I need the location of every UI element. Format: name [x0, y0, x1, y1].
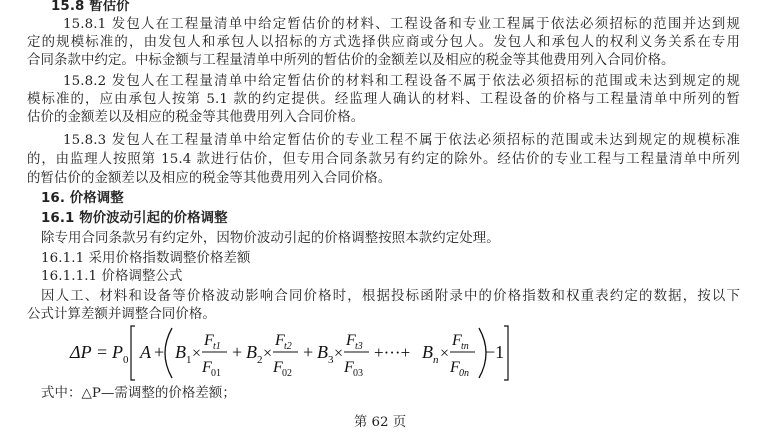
- formula-a: A: [140, 342, 151, 362]
- section-16-1-1: 16.1.1 采用价格指数调整价格差额: [41, 251, 251, 266]
- paragraph-16-1: 除专用合同条款另有约定外，因物价波动引起的价格调整按照本款约定处理。: [41, 231, 500, 246]
- section-16-1-1-1: 16.1.1.1 价格调整公式: [41, 269, 183, 284]
- formula-bn-sub: n: [433, 354, 439, 366]
- formula-ft2-sub: t2: [284, 341, 292, 352]
- formula-b1: B: [175, 342, 186, 362]
- paragraph-15-8-3-line-3: 的暂估价的金额差以及相应的税金等其他费用列入合同价格。: [27, 171, 392, 186]
- formula-p: P: [112, 342, 123, 362]
- section-16-heading: 16. 价格调整: [41, 191, 124, 206]
- formula-plus-1: +: [232, 342, 243, 362]
- formula-plus-2: +: [303, 342, 314, 362]
- formula-times-n: ×: [440, 345, 450, 362]
- formula-lhs: ΔP: [70, 342, 92, 362]
- formula-b2: B: [246, 342, 257, 362]
- formula-f01-sub: 01: [211, 368, 221, 379]
- formula-f03: F: [344, 359, 354, 376]
- formula-ft2: F: [275, 332, 285, 349]
- paragraph-15-8-1-line-3: 合同条款中约定。中标金额与工程量清单中所列的暂估价的金额差以及相应的税金等其他费用列入合同价格。: [27, 53, 675, 68]
- formula-b3: B: [317, 342, 328, 362]
- formula-f0n-sub: 0n: [459, 368, 469, 379]
- section-16-1-heading: 16.1 物价波动引起的价格调整: [41, 211, 228, 226]
- formula-bn: B: [422, 342, 433, 362]
- paragraph-15-8-3-line-2: 的，由监理人按照第 15.4 款进行估价，但专用合同条款另有约定的除外。经估价的专业工程与工程量清单中所列: [27, 152, 740, 167]
- paragraph-formula-intro-line-2: 公式计算差额并调整合同价格。: [27, 307, 216, 322]
- paragraph-formula-intro-line-1: 因人工、材料和设备等价格波动影响合同价格时，根据投标函附录中的价格指数和权重表约定的数据，按以下: [41, 289, 740, 304]
- formula-p-sub: 0: [123, 354, 129, 366]
- formula-ellipsis: +···+: [374, 343, 411, 362]
- formula-ft1-sub: t1: [213, 341, 221, 352]
- formula-ft3: F: [346, 332, 356, 349]
- left-bracket: [131, 326, 135, 380]
- formula-f01: F: [202, 359, 212, 376]
- section-15-8-heading: 15.8 暂估价: [51, 0, 130, 14]
- formula-b2-sub: 2: [257, 354, 263, 366]
- paragraph-15-8-1-line-2: 定的规模标准的，由发包人和承包人以招标的方式选择供应商或分包人。发包人和承包人的权利义务关系在专用: [27, 35, 740, 50]
- paragraph-15-8-1-line-1: 15.8.1 发包人在工程量清单中给定暂估价的材料、工程设备和专业工程属于依法必须招标的范围并达到规: [63, 17, 740, 32]
- formula-ft1: F: [204, 332, 214, 349]
- page-number: 第 62 页: [353, 415, 407, 430]
- formula-ft3-sub: t3: [355, 341, 363, 352]
- formula-f02: F: [273, 359, 283, 376]
- formula-ftn-sub: tn: [461, 341, 469, 352]
- formula-plus-a: +: [154, 342, 165, 362]
- right-bracket: [504, 326, 508, 380]
- formula-times-3: ×: [334, 345, 344, 362]
- formula-f03-sub: 03: [353, 368, 363, 379]
- paragraph-15-8-2-line-2: 模标准的，应由承包人按第 5.1 款的约定提供。经监理人确认的材料、工程设备的价格与工程量清单中所列的暂: [27, 92, 740, 107]
- formula-minus-one: −1: [485, 342, 505, 362]
- paragraph-15-8-2-line-3: 估价的金额差以及相应的税金等其他费用列入合同价格。: [27, 110, 365, 125]
- formula-times-2: ×: [263, 345, 273, 362]
- paragraph-15-8-2-line-1: 15.8.2 发包人在工程量清单中给定暂估价的材料和工程设备不属于依法必须招标的范围或未达到规定的规: [63, 74, 740, 89]
- formula-ftn: F: [452, 332, 462, 349]
- formula-b3-sub: 3: [328, 354, 334, 366]
- paragraph-15-8-3-line-1: 15.8.3 发包人在工程量清单中给定暂估价的专业工程不属于依法必须招标的范围或未达到规定的规模标准: [63, 133, 740, 148]
- left-paren: [165, 328, 172, 378]
- price-adjustment-formula: [0, 322, 760, 384]
- formula-equals: =: [97, 342, 108, 362]
- paragraph-formula-where: 式中：△P—需调整的价格差额；: [41, 386, 236, 401]
- formula-b1-sub: 1: [186, 354, 192, 366]
- formula-times-1: ×: [192, 345, 202, 362]
- formula-f0n: F: [450, 359, 460, 376]
- formula-f02-sub: 02: [282, 368, 292, 379]
